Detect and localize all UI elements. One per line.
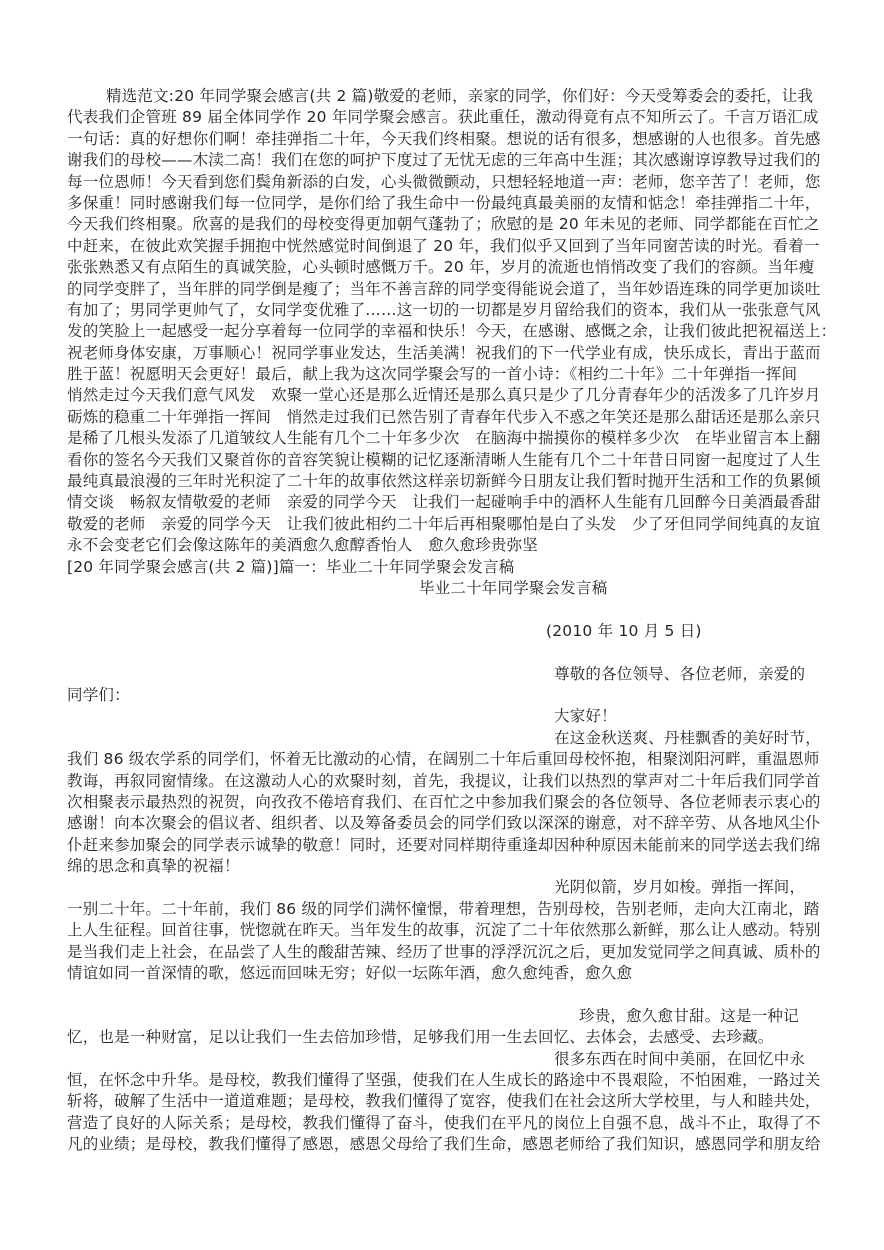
text-line: 一句话：真的好想你们啊！牵挂弹指二十年，今天我们终相聚。想说的话有很多，想感谢的人也很多。首先感 [67, 129, 821, 148]
text-line [67, 642, 822, 663]
text-line: 大家好！ [554, 707, 617, 726]
text-line [67, 599, 822, 620]
text-line: 次相聚表示最热烈的祝贺，向孜孜不倦培育我们、在百忙之中参加我们聚会的各位领导、各位老师表示衷心的 [67, 792, 821, 811]
text-line: 谢我们的母校——木渎二高！我们在您的呵护下度过了无忧无虑的三年高中生涯；其次感谢谆谆教导过我们的 [67, 151, 821, 170]
text-line: 中赶来，在彼此欢笑握手拥抱中恍然感觉时间倒退了 20 年，我们似乎又回到了当年同窗苦读的时光。看着一 [67, 236, 820, 255]
text-line: 的同学变胖了，当年胖的同学倒是瘦了；当年不善言辞的同学变得能说会道了，当年妙语连珠的同学更加谈吐 [67, 279, 821, 298]
text-line: 营造了良好的人际关系；是母校，教我们懂得了奋斗，使我们在平凡的岗位上自强不息，战斗不止，取得了不 [67, 1113, 821, 1132]
text-line: 情交谈 畅叙友情敬爱的老师 亲爱的同学今天 让我们一起碰响手中的酒杯人生能有几回醉今日美酒最香甜 [67, 493, 821, 512]
text-line: 一别二十年。二十年前，我们 86 级的同学们满怀憧憬，带着理想，告别母校，告别老师，走向大江南北，踏 [67, 899, 820, 918]
text-line: (2010 年 10 月 5 日) [546, 621, 702, 640]
text-line: 光阴似箭，岁月如梭。弹指一挥间， [554, 878, 806, 897]
text-line: 是稀了几根头发添了几道皱纹人生能有几个二十年多少次 在脑海中揣摸你的模样多少次 在毕业留言本上翻 [67, 429, 821, 448]
text-line: 有加了；男同学更帅气了，女同学变优雅了……这一切的一切都是岁月留给我们的资本，我们从一张张意气风 [67, 300, 821, 319]
text-line: 悄然走过今天我们意气风发 欢聚一堂心还是那么近情还是那么真只是少了几分青春年少的活泼多了几许岁月 [67, 386, 821, 405]
text-line: 每一位恩师！今天看到您们鬓角新添的白发，心头微微颤动，只想轻轻地道一声：老师，您辛苦了！老师，您 [67, 172, 821, 191]
text-line: 同学们： [67, 685, 130, 704]
text-line: [20 年同学聚会感言(共 2 篇)]篇一：毕业二十年同学聚会发言稿 [67, 557, 515, 576]
text-line: 仆赶来参加聚会的同学表示诚挚的敬意！同时，还要对同样期待重逢却因种种原因未能前来的同学送去我们绵 [67, 835, 821, 854]
text-line: 尊敬的各位领导、各位老师，亲爱的 [554, 664, 806, 683]
text-line: 珍贵，愈久愈甘甜。这是一种记 [579, 1006, 799, 1025]
text-line: 我们 86 级农学系的同学们，怀着无比激动的心情，在阔别二十年后重回母校怀抱，相聚浏阳河畔，重温恩师 [67, 750, 820, 769]
text-line: 很多东西在时间中美丽，在回忆中永 [554, 1049, 806, 1068]
text-line: 砺炼的稳重二十年弹指一挥间 悄然走过我们已然告别了青春年代步入不惑之年笑还是那么甜话还是那么亲只 [67, 407, 821, 426]
text-line: 在这金秋送爽、丹桂飘香的美好时节， [554, 728, 821, 747]
text-line [67, 984, 822, 1005]
text-line: 感谢！向本次聚会的倡议者、组织者、以及筹备委员会的同学们致以深深的谢意，对不辞辛劳、从各地风尘仆 [67, 814, 821, 833]
text-line: 凡的业绩；是母校，教我们懂得了感恩，感恩父母给了我们生命，感恩老师给了我们知识，感恩同学和朋友给 [67, 1135, 821, 1154]
text-line: 多保重！同时感谢我们每一位同学，是你们给了我生命中一份最纯真最美丽的友情和惦念！牵挂弹指二十年， [67, 193, 821, 212]
text-line: 敬爱的老师 亲爱的同学今天 让我们彼此相约二十年后再相聚哪怕是白了头发 少了牙但同学间纯真的友谊 [67, 514, 821, 533]
text-line: 绵的思念和真挚的祝福！ [67, 857, 240, 876]
text-line: 永不会变老它们会像这陈年的美酒愈久愈醇香怡人 愈久愈珍贵弥坚 [67, 536, 539, 555]
text-line: 发的笑脸上一起感受一起分享着每一位同学的幸福和快乐！今天，在感谢、感慨之余，让我们彼此把祝福送上： [67, 322, 837, 341]
text-line: 毕业二十年同学聚会发言稿 [419, 578, 608, 597]
text-line: 看你的签名今天我们又聚首你的音容笑貌让模糊的记忆逐渐清晰人生能有几个二十年昔日同窗一起度过了人生 [67, 450, 821, 469]
text-line: 胜于蓝！祝愿明天会更好！最后，献上我为这次同学聚会写的一首小诗：《相约二十年》二十年弹指一挥间 [67, 365, 798, 384]
text-line: 斩将，破解了生活中一道道难题；是母校，教我们懂得了宽容，使我们在社会这所大学校里，与人和睦共处， [67, 1092, 821, 1111]
text-line: 今天我们终相聚。欣喜的是我们的母校变得更加朝气蓬勃了；欣慰的是 20 年未见的老师、同学都能在百忙之 [67, 215, 820, 234]
text-line: 恒，在怀念中升华。是母校，教我们懂得了坚强，使我们在人生成长的路途中不畏艰险，不怕困难，一路过关 [67, 1070, 821, 1089]
text-line: 忆，也是一种财富，足以让我们一生去倍加珍惜，足够我们用一生去回忆、去体会，去感受、去珍藏。 [67, 1028, 774, 1047]
text-line: 上人生征程。回首往事，恍惚就在昨天。当年发生的故事，沉淀了二十年依然那么新鲜，那么让人感动。特别 [67, 921, 821, 940]
text-line: 代表我们企管班 89 届全体同学作 20 年同学聚会感言。获此重任，激动得竟有点不知所云了。千言万语汇成 [67, 108, 819, 127]
text-line: 教诲，再叙同窗情缘。在这激动人心的欢聚时刻，首先，我提议，让我们以热烈的掌声对二十年后我们同学首 [67, 771, 821, 790]
text-line: 情谊如同一首深情的歌，悠远而回味无穷；好似一坛陈年酒，愈久愈纯香，愈久愈 [67, 964, 633, 983]
text-line: 是当我们走上社会，在品尝了人生的酸甜苦辣、经历了世事的浮浮沉沉之后，更加发觉同学之间真诚、质朴的 [67, 942, 821, 961]
text-line: 张张熟悉又有点陌生的真诚笑脸，心头顿时感慨万千。20 年，岁月的流逝也悄悄改变了我们的容颜。当年瘦 [67, 258, 815, 277]
text-line: 最纯真最浪漫的三年时光积淀了二十年的故事依然这样亲切新鲜今日朋友让我们暂时抛开生活和工作的负累倾 [67, 472, 821, 491]
text-line: 精选范文:20 年同学聚会感言(共 2 篇)敬爱的老师，亲家的同学，你们好：今天受筹委会的委托，让我 [106, 87, 814, 105]
text-line: 祝老师身体安康，万事顺心！祝同学事业发达，生活美满！祝我们的下一代学业有成，快乐成长，青出于蓝而 [67, 343, 821, 362]
